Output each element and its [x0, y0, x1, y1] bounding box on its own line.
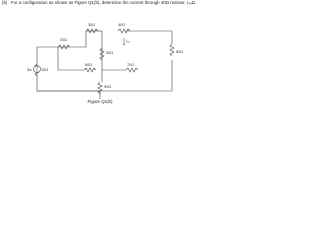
resistor-60 — [84, 68, 96, 72]
middle-branch — [58, 47, 84, 70]
question-text: For a configuration as shown as Figure Q1(b), determine the current through 40Ω resistor, I₄₀Ω. — [11, 0, 197, 5]
label-50: 50Ω — [106, 51, 114, 55]
label-i40: I₄₀ — [126, 39, 131, 43]
label-80: 80Ω — [176, 50, 184, 54]
label-source: 5A — [27, 68, 32, 72]
resistor-80 — [170, 44, 174, 56]
top-wire-right — [126, 31, 172, 44]
current-arrow-i40 — [123, 38, 126, 45]
label-40: 40Ω — [118, 23, 126, 27]
label-60: 60Ω — [85, 63, 93, 67]
circuit-diagram — [0, 0, 200, 109]
label-90: 90Ω — [104, 85, 112, 89]
label-30: 30Ω — [88, 23, 96, 27]
resistor-70 — [126, 68, 138, 72]
label-70: 70Ω — [127, 63, 135, 67]
figure-caption: Figure Q1(b) — [87, 99, 113, 104]
label-10: 10Ω — [41, 68, 49, 72]
label-20: 20Ω — [60, 38, 68, 42]
question-number: (b) — [2, 0, 8, 5]
